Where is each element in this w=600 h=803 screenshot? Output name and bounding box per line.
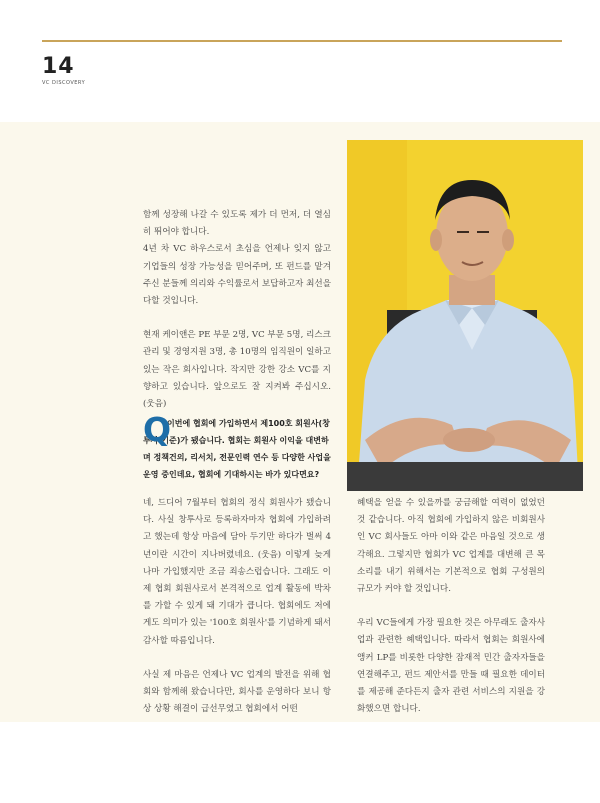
answer-left-column [143, 495, 331, 735]
section-label: VC DISCOVERY [42, 80, 86, 86]
paragraph: 함께 성장해 나갈 수 있도록 제가 더 먼저, 더 열심히 뛰어야 합니다. 4년 차 VC 하우스로서 초심을 언제나 잊지 않고 기업들의 성장 가능성을 믿어주며, 또 펀드를 맡겨주신 분들께 의리와 수익률로서 보답하고자 최선을 다할 것입니다. [143, 210, 331, 307]
page-number: 14 [42, 54, 75, 79]
q-marker: Q [143, 410, 172, 449]
paragraph: 사실 제 마음은 언제나 VC 업계의 발전을 위해 협회와 함께해 왔습니다만, 회사를 운영하다 보니 항상 상황 해결이 급선무였고 협회에서 어떤 [143, 669, 331, 715]
intro-text [143, 207, 331, 430]
paragraph: 네, 드디어 7월부터 협회의 정식 회원사가 됐습니다. 사실 창투사로 등록하자마자 협회에 가입하려고 했는데 항상 마음에 담아 두기만 하다가 벌써 4년이란 시간이 지나버렸네요. (웃음) 이렇게 늦게나마 가입했지만 조금 죄송스럽습니다. 그래도 이제 협회 회원사로서 본격적으로 업계 활동에 박차를 가할 수 있게 돼 기대가 큽니다. 협회에도 저에게도 의미가 있는 '100호 회원사'를 기념하게 돼서 감사할 따름입니다. [143, 498, 331, 646]
paragraph: 현재 케이앤은 PE 부문 2명, VC 부문 5명, 리스크 관리 및 경영지원 3명, 총 10명의 임직원이 일하고 있는 작은 회사입니다. 작지만 강한 강소 VC를 지향하고 있습니다. 앞으로도 잘 지켜봐 주십시오. (웃음) [143, 330, 331, 410]
paragraph: 우리 VC들에게 가장 필요한 것은 아무래도 출자사업과 관련한 혜택입니다. 따라서 협회는 회원사에 앵커 LP를 비롯한 다양한 잠재적 민간 출자자들을 연결해주고, 펀드 제안서를 만들 때 필요한 데이터를 제공해 준다든지 출자 관련 서비스의 지원을 강화했으면 합니다. [357, 618, 545, 715]
answer-right-column [357, 495, 545, 735]
interviewee-photo [347, 140, 583, 491]
paragraph: 혜택을 얻을 수 있을까를 궁금해할 여력이 없었던 것 같습니다. 아직 협회에 가입하지 않은 비회원사인 VC 회사들도 아마 이와 같은 마음일 것으로 생각해요. 그렇지만 협회가 VC 업계를 대변해 큰 목소리를 내기 위해서는 기본적으로 협회 구성원의 규모가 커야 할 것입니다. [357, 498, 545, 595]
question-text: 이번에 협회에 가입하면서 제100호 회원사(창투사 기준)가 됐습니다. 협회는 회원사 이익을 대변하며 정책건의, 리서치, 전문인력 연수 등 다양한 사업을 운영 중인데요, 협회에 기대하시는 바가 있다면요? [143, 419, 331, 479]
header-rule [42, 40, 562, 42]
question-block [143, 410, 331, 483]
